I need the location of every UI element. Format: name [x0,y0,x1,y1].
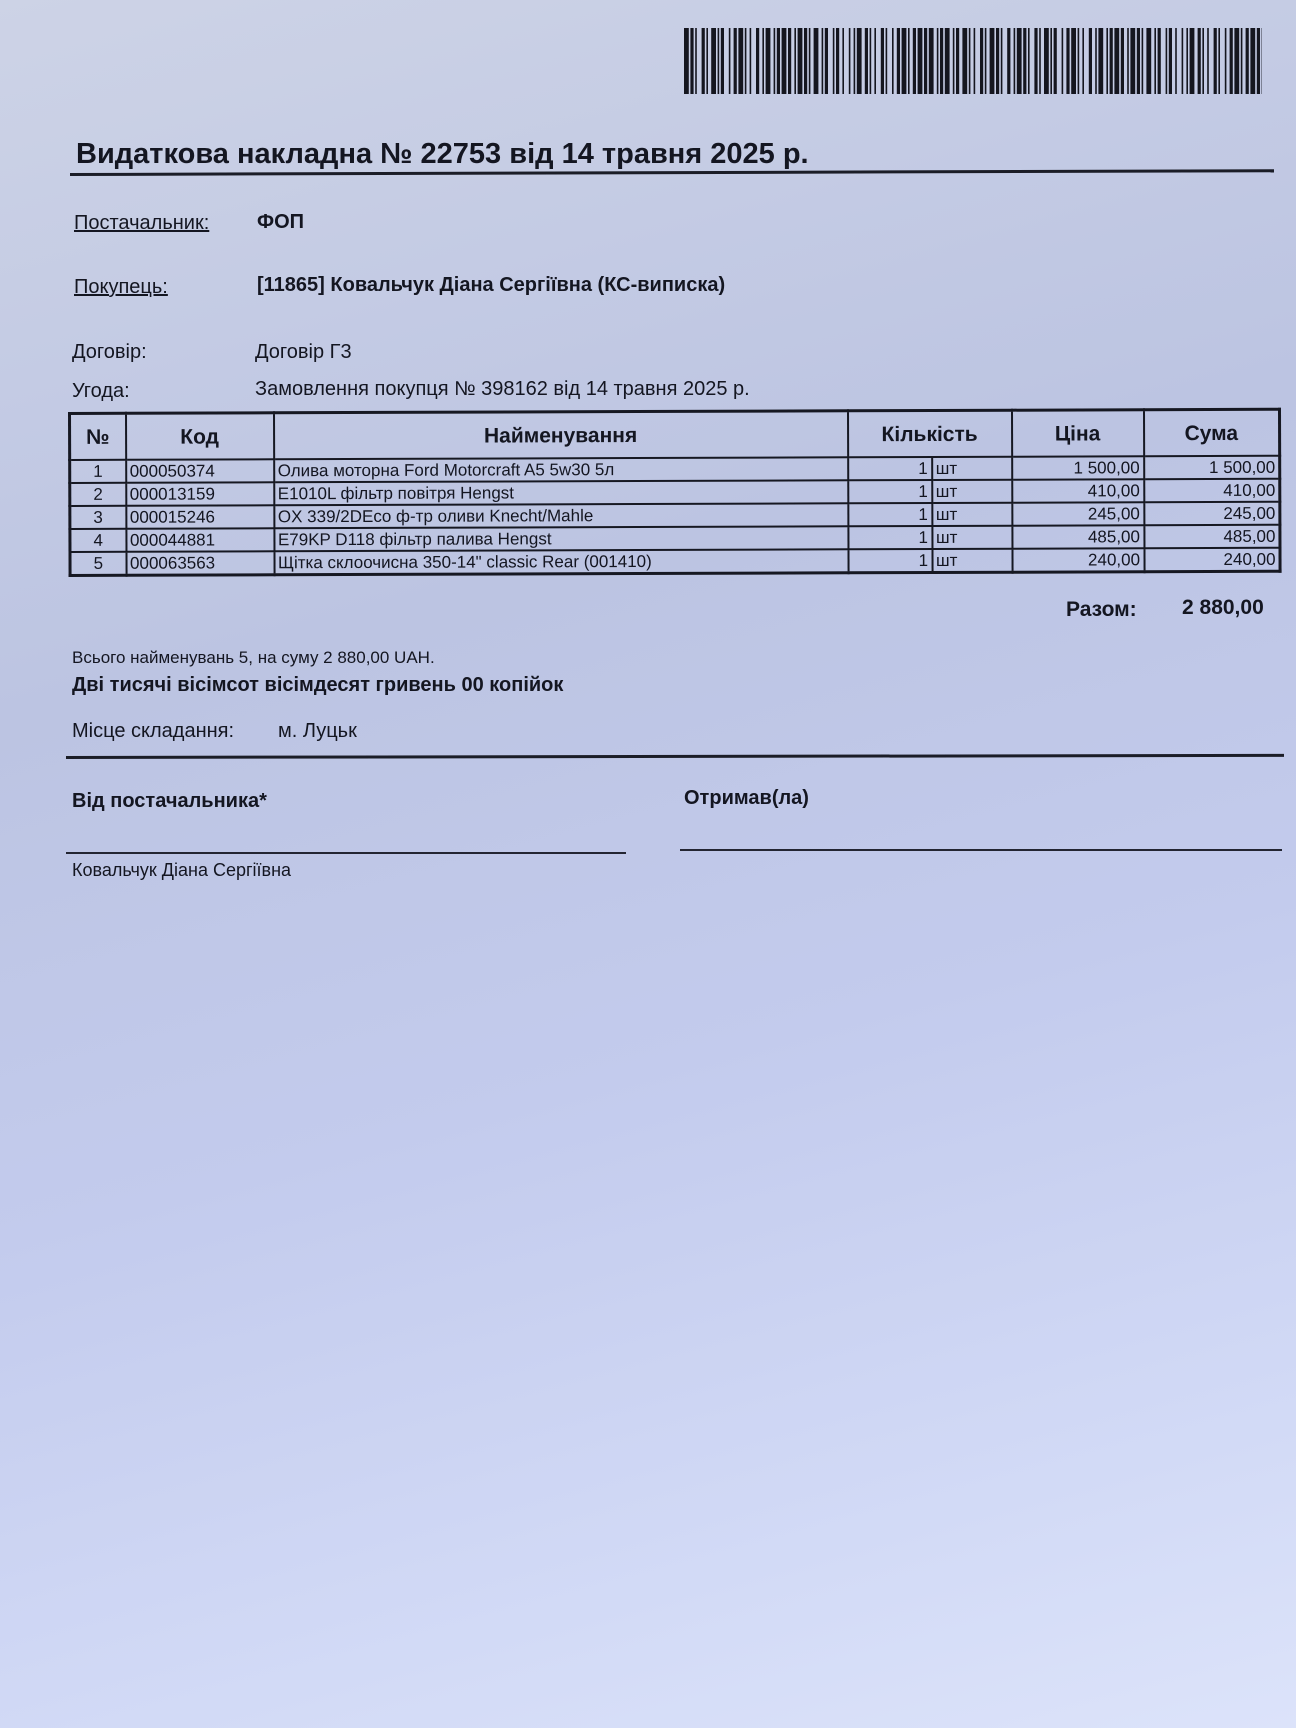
row-num: 2 [70,483,126,506]
table-header-row [70,409,1280,460]
document-title: Видаткова накладна № 22753 від 14 травня 2025 р. [76,138,809,170]
row-sum: 245,00 [1144,502,1280,525]
deal-label: Угода: [72,380,130,402]
items-table [68,408,1282,577]
row-name: E1010L фільтр повітря Hengst [274,480,848,505]
row-code: 000050374 [126,459,274,483]
received-label: Отримав(ла) [684,787,809,809]
row-code: 000013159 [126,482,274,506]
row-num: 3 [70,506,126,529]
barcode-graphic [684,28,1262,94]
header-sum: Сума [1143,409,1279,456]
header-num: № [70,413,126,460]
row-qty: 1 [848,549,932,573]
row-price: 245,00 [1012,502,1144,525]
row-num: 1 [70,460,126,483]
row-sum: 410,00 [1144,479,1280,502]
row-code: 000063563 [126,551,274,575]
row-num: 4 [70,529,126,552]
total-label: Разом: [1066,598,1137,621]
header-price: Ціна [1011,410,1143,457]
contract-label: Договір: [72,341,147,363]
row-unit: шт [932,503,1012,526]
amount-in-words: Дві тисячі вісімсот вісімдесят гривень 00 копійок [72,674,564,696]
row-qty: 1 [848,526,932,549]
receiver-signature-line [680,849,1282,851]
row-qty: 1 [848,480,932,503]
row-num: 5 [70,552,126,576]
row-price: 1 500,00 [1012,456,1144,479]
buyer-label: Покупець: [74,276,168,298]
supplier-signature-line [66,852,626,854]
row-code: 000044881 [126,528,274,552]
row-name: Олива моторна Ford Motorcraft A5 5w30 5л [274,457,848,482]
contract-value: Договір Г3 [255,341,352,363]
row-code: 000015246 [126,505,274,529]
row-price: 240,00 [1012,548,1144,572]
items-summary: Всього найменувань 5, на суму 2 880,00 UAH. [72,648,435,667]
row-unit: шт [932,480,1012,503]
supplier-value: ФОП [257,211,305,233]
supplier-label: Постачальник: [74,212,210,234]
buyer-value: [11865] Ковальчук Діана Сергіївна (КС-виписка) [257,274,726,296]
deal-value: Замовлення покупця № 398162 від 14 травня 2025 р. [255,378,750,400]
row-name: OX 339/2DEco ф-тр оливи Knecht/Mahle [274,503,848,528]
table-row [70,548,1280,576]
row-price: 410,00 [1012,479,1144,502]
row-unit: шт [932,457,1012,480]
header-code: Код [126,413,274,460]
from-supplier-label: Від постачальника* [72,790,267,812]
header-qty: Кількість [848,410,1012,457]
total-value: 2 880,00 [1182,596,1264,619]
row-name: E79KP D118 фільтр палива Hengst [274,526,848,551]
row-price: 485,00 [1012,525,1144,548]
row-unit: шт [932,526,1012,549]
row-qty: 1 [848,503,932,526]
place-value: м. Луцьк [278,720,357,742]
place-label: Місце складання: [72,720,235,742]
row-sum: 485,00 [1144,525,1280,548]
header-name: Найменування [274,411,848,460]
row-sum: 240,00 [1144,548,1280,572]
row-qty: 1 [848,457,932,480]
row-name: Щітка склоочисна 350-14" classic Rear (001410) [274,549,848,575]
row-sum: 1 500,00 [1144,456,1280,479]
section-divider [66,754,1284,759]
row-unit: шт [932,549,1012,573]
supplier-signatory-name: Ковальчук Діана Сергіївна [72,860,292,880]
